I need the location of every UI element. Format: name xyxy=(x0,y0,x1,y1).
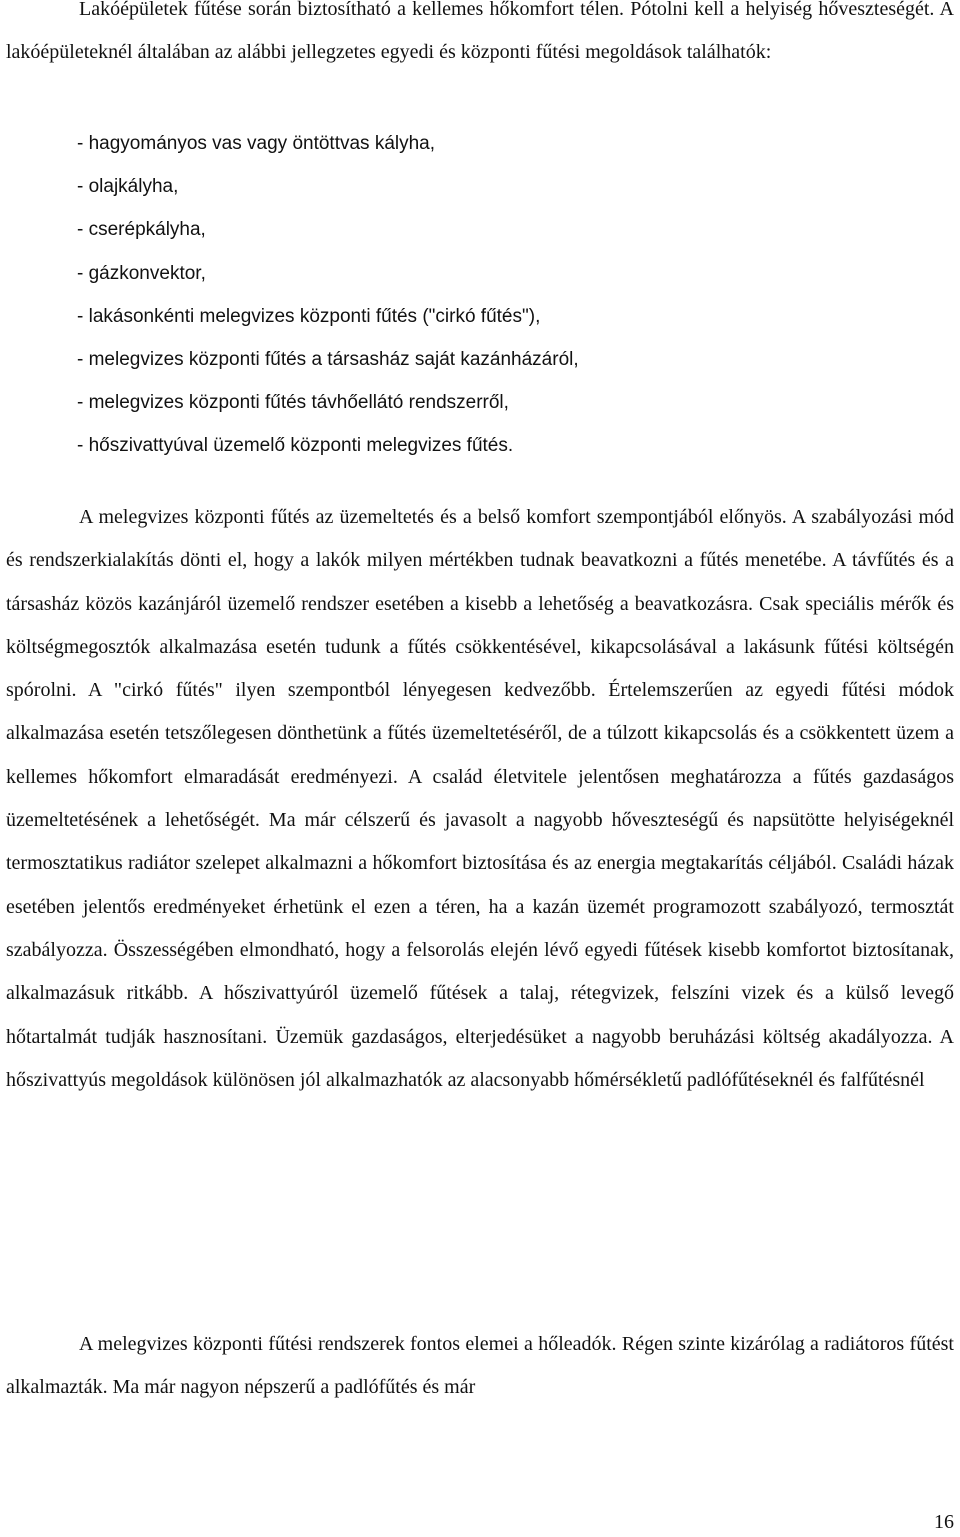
list-item: - lakásonkénti melegvizes központi fűtés ("cirkó fűtés"), xyxy=(77,305,541,327)
list-item: - melegvizes központi fűtés távhőellátó rendszerről, xyxy=(77,392,509,414)
central-heating-paragraph: A melegvizes központi fűtés az üzemeltetés és a belső komfort szempontjából előnyös. A szabályozási mód és rendszerkialakítás dönti el, hogy a lakók milyen mértékben tudnak beavatkozni a fűtés menetébe. A távfűtés és a társasház közös kazánjáról üzemelő rendszer esetében a kisebb a lehetőség a beavatkozásra. Csak speciális mérők és költségmegosztók alkalmazása esetén tudunk a fűtés csökkentésével, kikapcsolásával a lakásunk fűtési költségén spórolni. A "cirkó fűtés" ilyen szempontból lényegesen kedvezőbb. Értelemszerűen az egyedi fűtési módok alkalmazása esetén tetszőlegesen dönthetünk a fűtés üzemeltetéséről, de a túlzott kikapcsolás és a csökkentett üzem a kellemes hőkomfort elmaradását eredményezi. A család életvitele jelentősen meghatározza a fűtés gazdaságos üzemeltetésének a lehetőségét. Ma már célszerű és javasolt a nagyobb hőveszteségű és napsütötte helyiségeknél termosztatikus radiátor szelepet alkalmazni a hőkomfort biztosítása és az energia megtakarítás céljából. Családi házak esetében jelentős eredményeket érhetünk el ezen a téren, ha a kazán üzemét programozott szabályozó, termosztát szabályozza. Összességében elmondható, hogy a felsorolás elején lévő egyedi fűtések kisebb komfortot biztosítanak, alkalmazásuk ritkább. A hőszivattyúról üzemelő fűtések a talaj, rétegvizek, felszíni vizek és a külső levegő hőtartalmát tudják hasznosítani. Üzemük gazdaságos, elterjedésüket a nagyobb beruházási költség akadályozza. A hőszivattyús megoldások különösen jól alkalmazhatók az alacsonyabb hőmérsékletű padlófűtéseknél és falfűtésnél xyxy=(6,506,954,1091)
list-item: - olajkályha, xyxy=(77,176,179,198)
list-item: - cserépkályha, xyxy=(77,219,206,241)
list-item: - melegvizes központi fűtés a társasház saját kazánházáról, xyxy=(77,349,579,371)
intro-paragraph: Lakóépületek fűtése során biztosítható a kellemes hőkomfort télen. Pótolni kell a helyiség hőveszteségét. A lakóépületeknél általában az alábbi jellegzetes egyedi és központi fűtési megoldások találhatók: xyxy=(6,0,954,64)
list-item: - hőszivattyúval üzemelő központi melegvizes fűtés. xyxy=(77,435,514,457)
heat-emitters-paragraph: A melegvizes központi fűtési rendszerek fontos elemei a hőleadók. Régen szinte kizárólag a radiátoros fűtést alkalmazták. Ma már nagyon népszerű a padlófűtés és már xyxy=(6,1333,954,1399)
list-item: - hagyományos vas vagy öntöttvas kályha, xyxy=(77,133,436,154)
page-number: 16 xyxy=(934,1511,954,1533)
heating-methods-list xyxy=(77,122,579,468)
list-item: - gázkonvektor, xyxy=(77,262,206,284)
